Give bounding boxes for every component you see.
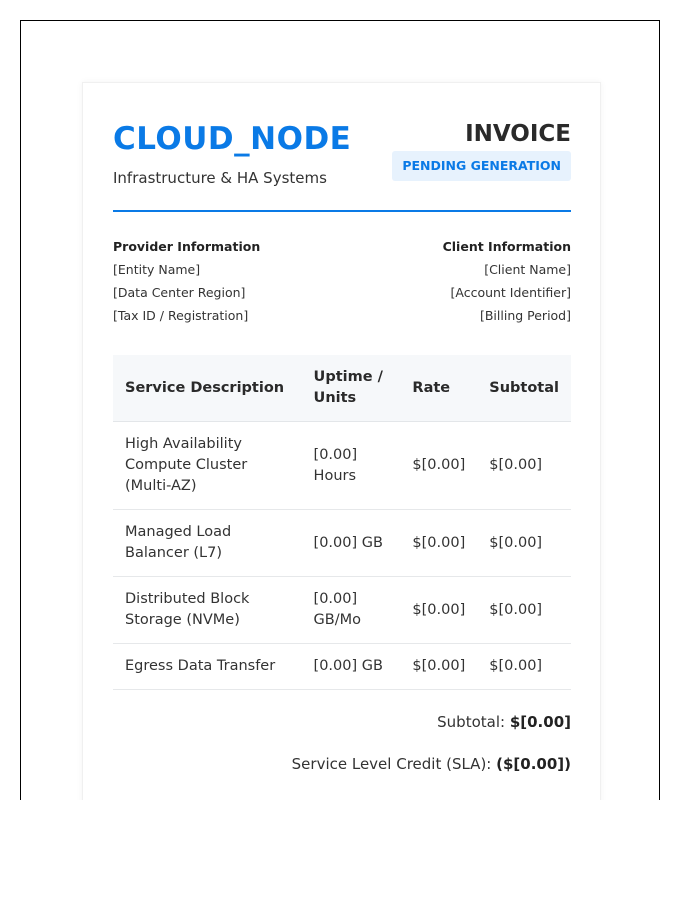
row-rate: $[0.00] [400, 422, 477, 510]
provider-heading: Provider Information [113, 239, 261, 254]
brand-logo: CLOUD_NODE [113, 121, 352, 157]
row-rate: $[0.00] [400, 577, 477, 644]
client-account-id: [Account Identifier] [450, 285, 571, 300]
row-description: Distributed Block Storage (NVMe) [113, 577, 302, 644]
header-uptime-units: Uptime / Units [302, 355, 401, 422]
status-badge: PENDING GENERATION [392, 151, 571, 181]
sla-credit-value: ($[0.00]) [496, 755, 571, 773]
brand-tagline: Infrastructure & HA Systems [113, 169, 327, 187]
table-row [113, 422, 571, 510]
invoice-title: INVOICE [465, 121, 571, 147]
table-row [113, 577, 571, 644]
header-rate: Rate [400, 355, 477, 422]
provider-info [113, 235, 260, 327]
page-frame [20, 20, 660, 800]
sla-credit-line [292, 755, 571, 773]
table-row [113, 510, 571, 577]
row-description: Egress Data Transfer [113, 644, 302, 690]
header-service-description: Service Description [113, 355, 302, 422]
subtotal-line [437, 713, 571, 731]
client-info [443, 235, 571, 327]
row-subtotal: $[0.00] [477, 510, 571, 577]
line-items-table [113, 355, 571, 690]
subtotal-value: $[0.00] [509, 713, 571, 731]
row-description: Managed Load Balancer (L7) [113, 510, 302, 577]
row-description: High Availability Compute Cluster (Multi-AZ) [113, 422, 302, 510]
header-divider [113, 210, 571, 212]
provider-region: [Data Center Region] [113, 285, 246, 300]
row-units: [0.00] GB/Mo [302, 577, 401, 644]
sla-credit-label: Service Level Credit (SLA): [291, 755, 492, 773]
row-units: [0.00] GB [302, 644, 401, 690]
row-units: [0.00] GB [302, 510, 401, 577]
row-rate: $[0.00] [400, 644, 477, 690]
row-subtotal: $[0.00] [477, 577, 571, 644]
client-name: [Client Name] [484, 262, 571, 277]
table-header-row [113, 355, 571, 422]
row-subtotal: $[0.00] [477, 644, 571, 690]
row-units: [0.00] Hours [302, 422, 401, 510]
header-subtotal: Subtotal [477, 355, 571, 422]
invoice-card [82, 82, 601, 800]
subtotal-label: Subtotal: [437, 713, 506, 731]
table-row [113, 644, 571, 690]
client-heading: Client Information [442, 239, 571, 254]
client-billing-period: [Billing Period] [479, 308, 571, 323]
provider-entity-name: [Entity Name] [113, 262, 201, 277]
provider-tax-id: [Tax ID / Registration] [113, 308, 249, 323]
row-rate: $[0.00] [400, 510, 477, 577]
row-subtotal: $[0.00] [477, 422, 571, 510]
